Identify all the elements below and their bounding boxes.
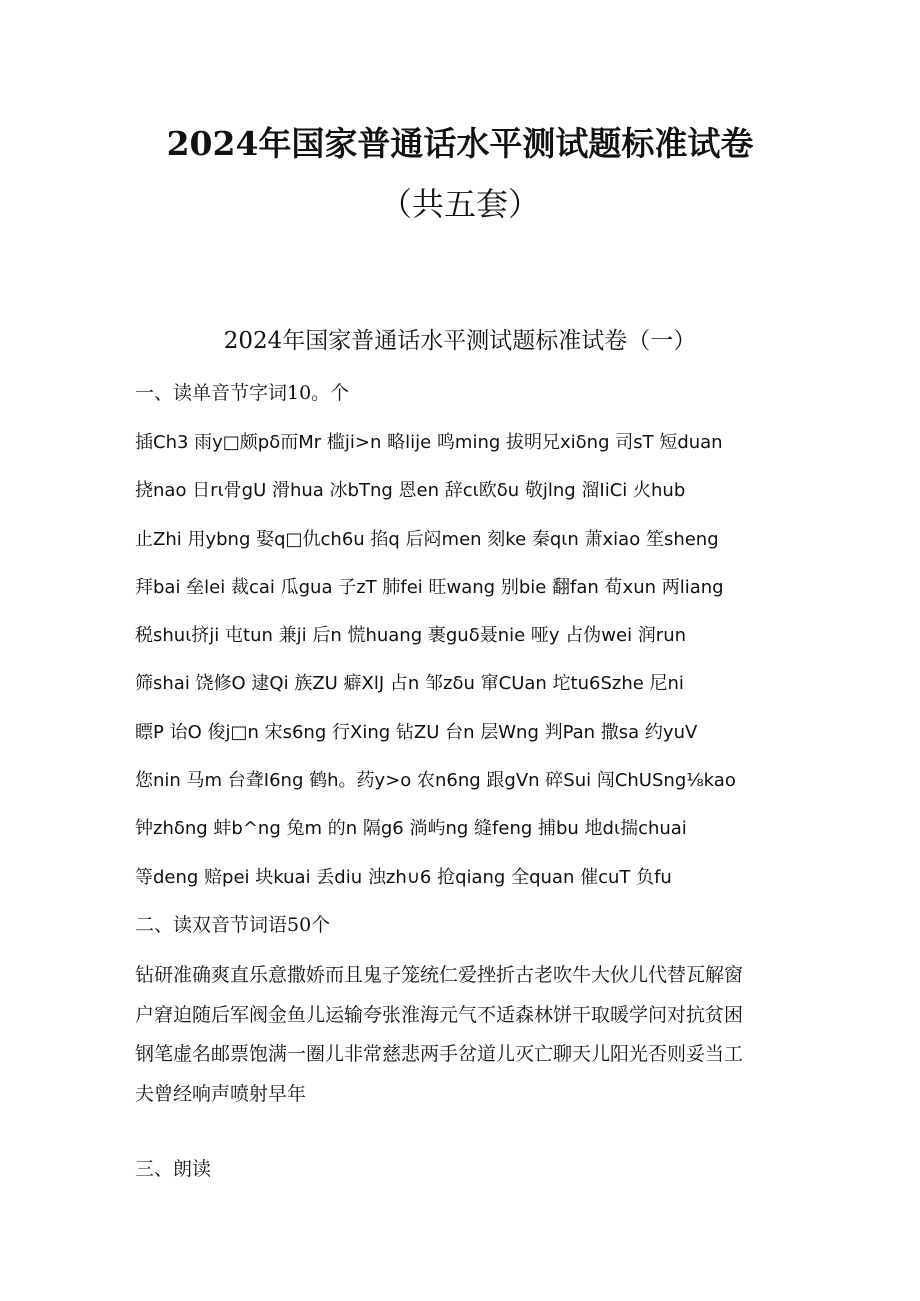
word-list-line: 拜bai 垒lei 裁cai 瓜gua 子zT 肺fei 旺wang 别bie 翻fan 荀xun 两liang [135,576,724,598]
section-heading-reading: 三、朗读 [135,1158,212,1180]
document-title: 2024年国家普通话水平测试题标准试卷 [166,124,754,163]
document-subtitle: （共五套） [379,185,540,223]
word-list-line: 止Zhi 用ybng 娶q□仇ch6u 掐q 后闷men 刻ke 秦qιn 萧xiao 笙sheng [135,528,719,550]
double-syllable-word-paragraph [135,962,795,1120]
word-list-line: 税shuι挤ji 屯tun 兼ji 后n 慌huang 裹guδ聂nie 哑y 占伪wei 润run [135,625,687,647]
section-heading-double-syllable: 二、读双音节词语50个 [135,914,331,936]
word-list-line: 钟zhδng 蚌b^ng 兔m 的n 隔g6 淌屿ng 缝feng 捕bu 地dι揣chuai [135,818,687,840]
paragraph-line: 夫曾经响声喷射早年 [135,1082,307,1105]
word-list-line: 插Ch3 雨y□颇pδ而Mr 槛ji>n 略lije 鸣ming 拔明兄xiδng 司sT 短duan [135,432,723,453]
single-syllable-word-list [135,430,795,913]
word-list-line: 等deng 赔pei 块kuai 丢diu 浊zh∪6 抢qiang 全quan 催cuT 负fu [135,866,672,888]
word-list-line: 挠nao 日rι骨gU 滑hua 冰bTng 恩en 辞cι欧δu 敬jlng 溜IiCi 火hub [135,480,686,502]
word-list-line: 筛shai 饶修O 逮Qi 族ZU 癖XlJ 占n 邹zδu 窜CUan 坨tu6Szhe 尼ni [135,673,684,695]
word-list-line: 您nin 马m 台聋I6ng 鹤h。药y>o 农n6ng 跟gVn 碎Sui 闯ChUSng⅛kao [135,770,736,792]
section-heading-single-syllable: 一、读单音节字词10。个 [135,382,350,404]
paragraph-line: 钻研准确爽直乐意撒娇而且鬼子笼统仁爱挫折古老吹牛大伙儿代替瓦解窗 [135,964,744,986]
paragraph-line: 户窘迫随后军阀金鱼儿运输夸张淮海元气不适森林饼干取暖学问对抗贫困 [135,1003,744,1026]
word-list-line: 瞟P 诒O 俊j□n 宋s6ng 行Xing 钻ZU 台n 层Wng 判Pan 撒sa 约yuV [135,721,698,743]
paragraph-line: 钢笔虚名邮票饱满一圈儿非常慈悲两手岔道儿灭亡聊天儿阳光否则妥当工 [135,1043,744,1065]
paper-title: 2024年国家普通话水平测试题标准试卷（一） [223,328,697,354]
